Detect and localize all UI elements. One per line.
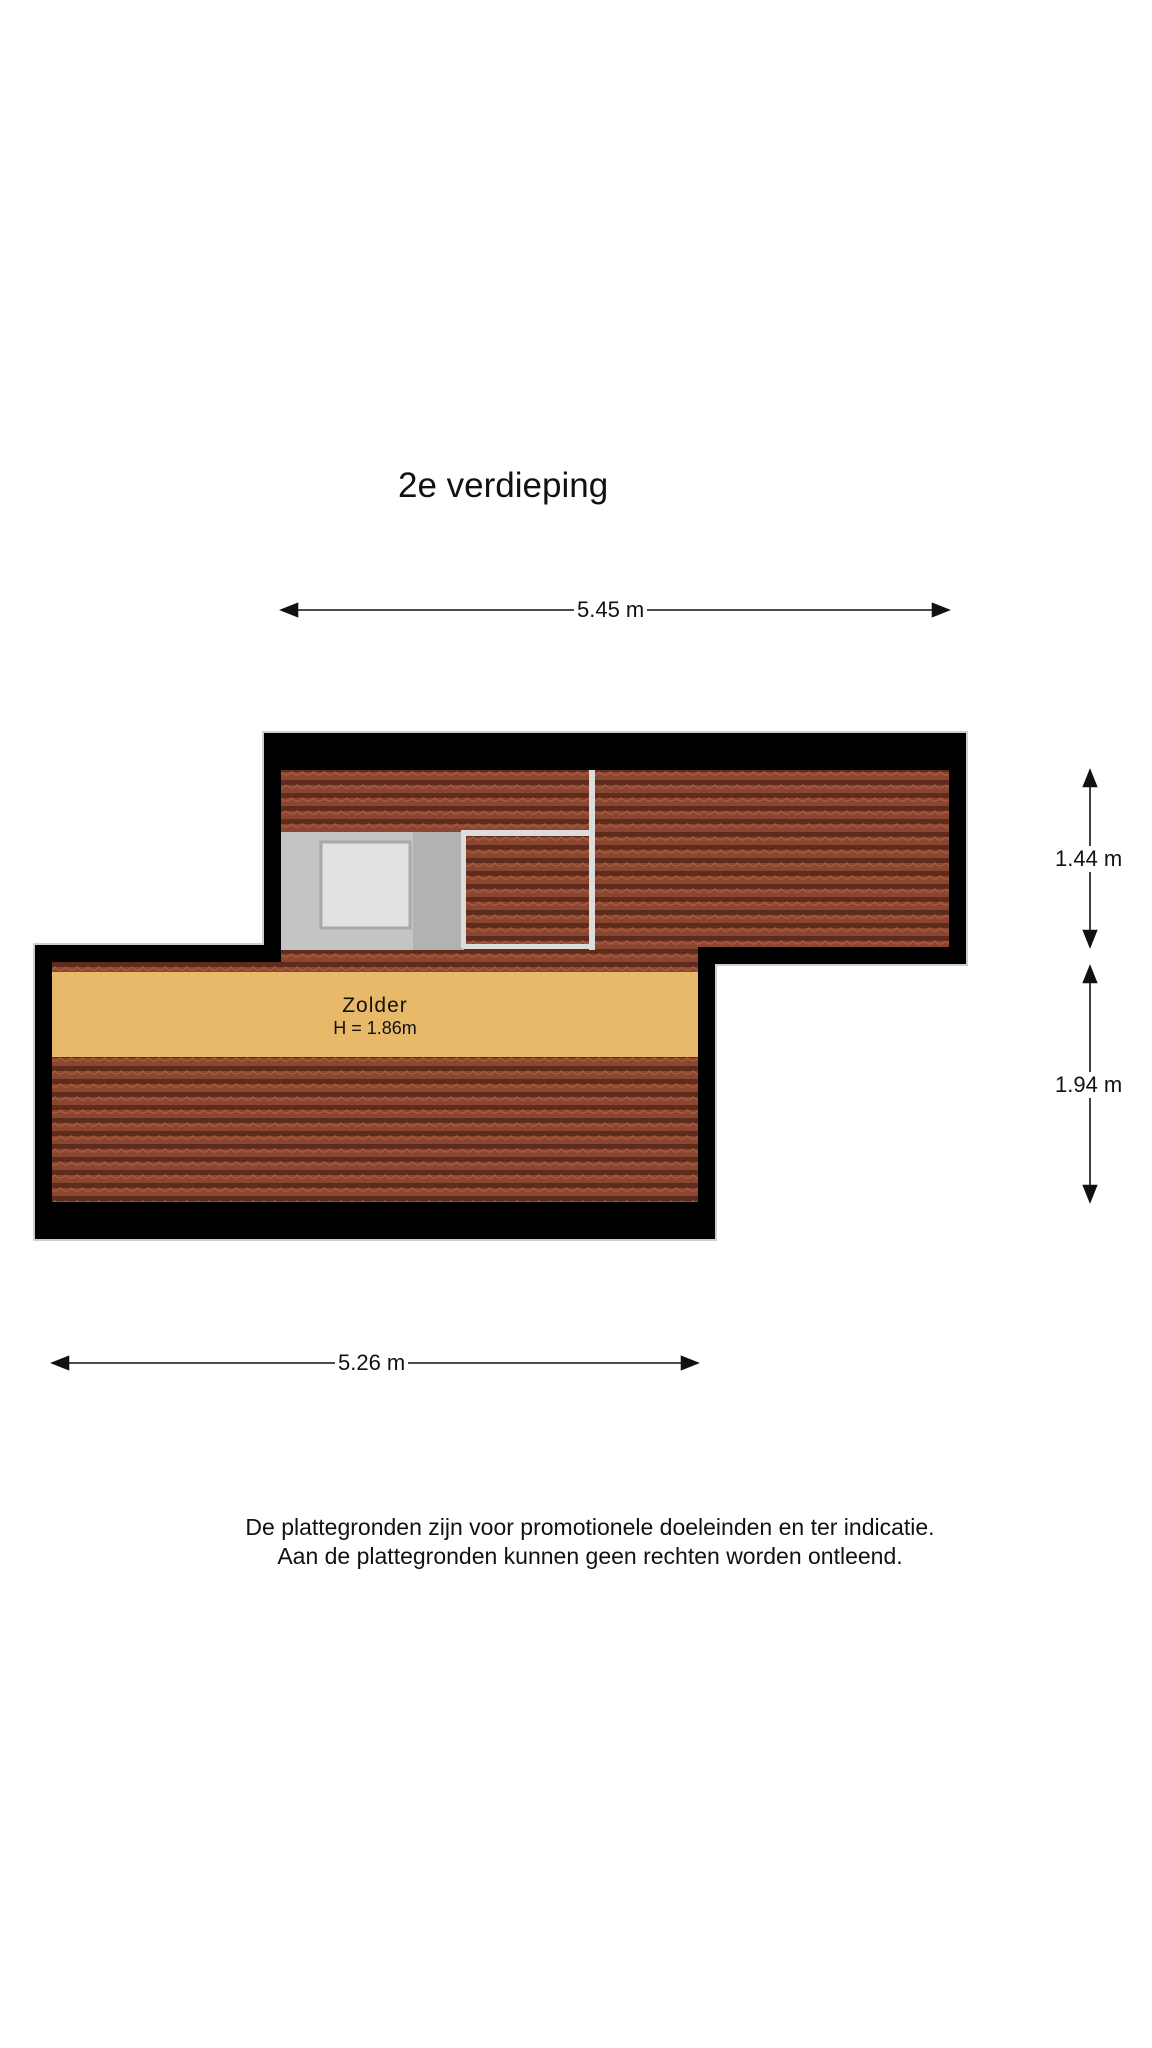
railing-vertical xyxy=(589,770,595,950)
dim-label-right-upper: 1.44 m xyxy=(1052,846,1125,872)
stair-well xyxy=(321,842,410,928)
dim-label-right-lower: 1.94 m xyxy=(1052,1072,1125,1098)
railing-left xyxy=(461,830,466,948)
disclaimer-line-1: De plattegronden zijn voor promotionele doeleinden en ter indicatie. xyxy=(245,1514,935,1540)
room-name: Zolder xyxy=(342,994,408,1017)
stair-shadow xyxy=(413,832,463,950)
disclaimer xyxy=(0,1513,1152,1571)
floor-title: 2e verdieping xyxy=(398,466,609,505)
room-label xyxy=(52,994,698,1039)
railing-horizontal xyxy=(463,830,595,836)
disclaimer-line-2: Aan de plattegronden kunnen geen rechten worden ontleend. xyxy=(277,1543,903,1569)
room-height: H = 1.86m xyxy=(333,1018,417,1038)
dim-label-bottom: 5.26 m xyxy=(335,1350,408,1376)
railing-bottom xyxy=(463,944,595,949)
dim-label-top: 5.45 m xyxy=(574,597,647,623)
